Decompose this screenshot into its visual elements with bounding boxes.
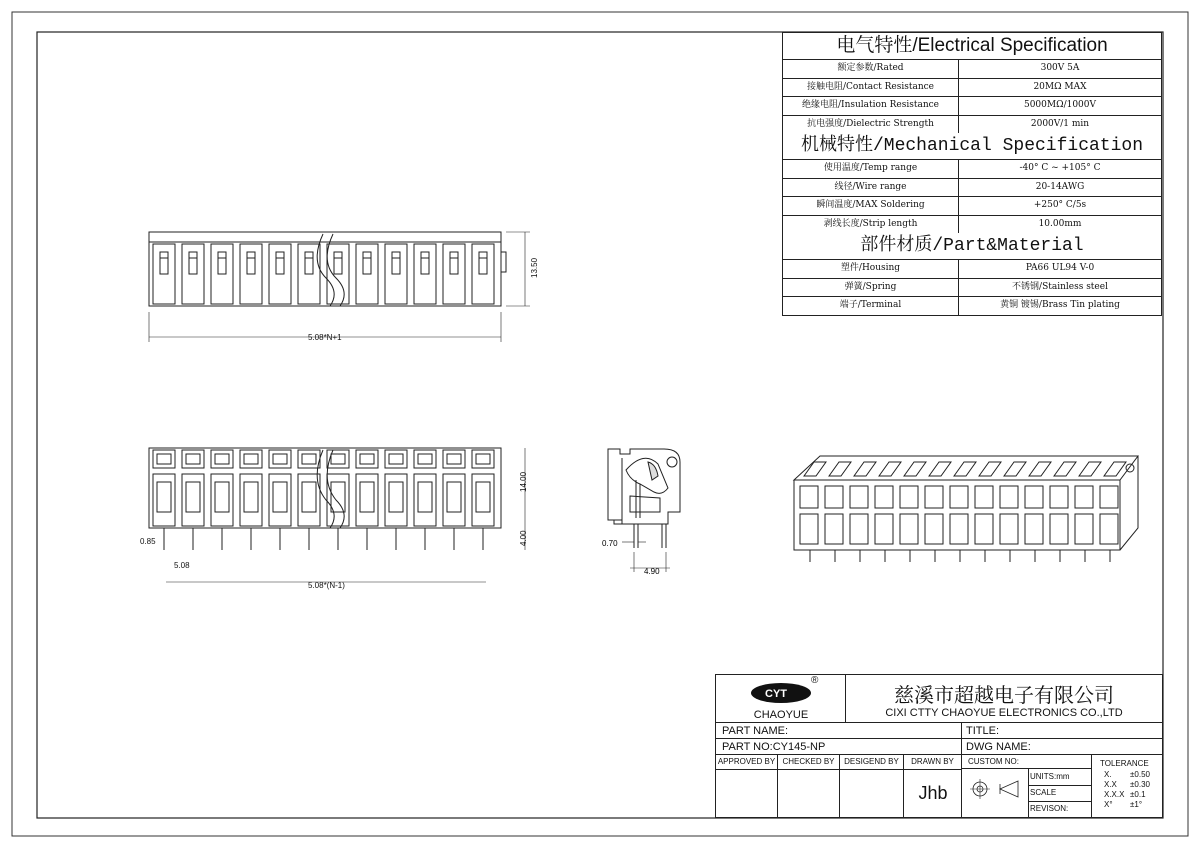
top-view-slot [479,252,487,274]
custom-no-label: CUSTOM NO: [962,755,1092,769]
top-view-slot [363,252,371,274]
top-view-slot [276,252,284,274]
material-spec-title: 部件材质/Part&Material [783,233,1161,260]
checked-by-label: CHECKED BY [778,755,840,817]
front-view-top-cell [443,450,465,468]
material-value: 不锈钢/Stainless steel [1012,281,1108,292]
dim-front-height: 14.00 [519,471,528,492]
tolerance-key: X.X [1104,780,1117,789]
front-view-top-window [360,454,374,464]
front-view-top-window [244,454,258,464]
units-divider-1 [1028,785,1092,786]
mechanical-value: -40° C ~ +105° C [1019,163,1101,173]
material-row [783,297,1161,315]
front-view-top-cell [327,450,349,468]
top-view-break [317,234,344,306]
dim-side-offset: 4.90 [644,567,660,576]
iso-upper-cell [1000,486,1018,508]
company-logo-area [716,675,846,723]
signature-divider [716,769,962,770]
dim-top-height: 13.50 [530,257,539,278]
iso-top-window [804,462,826,476]
front-view-wire-hole [418,482,432,512]
iso-lower-cell [1100,514,1118,544]
dwg-name-label: DWG NAME: [962,739,1162,755]
front-view-wire-hole [273,482,287,512]
tolerance-title: TOLERANCE [1100,759,1149,768]
iso-top-window [1029,462,1051,476]
material-row [783,260,1161,279]
electrical-value: 300V 5A [1040,63,1080,73]
designed-by-label: DESIGEND BY [840,755,904,817]
tolerance-key: X. [1104,770,1112,779]
dim-front-width: 5.08*(N-1) [308,581,345,590]
front-view-wire-hole [302,482,316,512]
tolerance-row [1104,790,1160,800]
front-view-wire-hole [447,482,461,512]
title-label: TITLE: [962,723,1162,739]
top-view-drawing [140,222,560,352]
revision-label: REVISON: [1030,804,1069,813]
tolerance-value: ±0.30 [1130,780,1150,789]
iso-top-window [829,462,851,476]
part-name-label: PART NAME: [716,723,962,739]
front-view-wire-hole [331,482,345,512]
scale-label: SCALE [1030,788,1057,797]
front-view-top-window [447,454,461,464]
mechanical-row [783,216,1161,234]
electrical-key: 额定参数/Rated [783,60,959,78]
electrical-row [783,116,1161,134]
tolerance-key: X° [1104,800,1113,809]
iso-side-face [1120,456,1138,550]
top-view-tab [501,252,506,272]
side-view-drawing [600,440,700,580]
top-view-slot [392,252,400,274]
front-view-top-window [476,454,490,464]
iso-top-window [1004,462,1026,476]
electrical-spec-title: 电气特性/Electrical Specification [783,33,1161,60]
top-view-slot [247,252,255,274]
company-logo-icon [716,675,846,709]
front-view-wire-hole [389,482,403,512]
material-key: 塑件/Housing [783,260,959,278]
front-view-top-cell [298,450,320,468]
iso-upper-cell [1075,486,1093,508]
front-view-top-cell [385,450,407,468]
front-view-top-cell [211,450,233,468]
mechanical-value: 10.00mm [1038,218,1082,229]
mechanical-row [783,197,1161,216]
electrical-row [783,79,1161,98]
iso-top-window [929,462,951,476]
iso-upper-cell [900,486,918,508]
mechanical-key: 瞬间温度/MAX Soldering [783,197,959,215]
drawn-by-label: DRAWN BY [904,755,962,817]
material-key: 弹簧/Spring [783,279,959,297]
top-view-slot [421,252,429,274]
registered-mark: ® [811,675,819,686]
front-view-wire-hole [157,482,171,512]
iso-top-window [1054,462,1076,476]
dim-pin-length: 4.00 [519,530,528,546]
front-view-drawing [130,440,550,600]
top-view-slot [305,252,313,274]
iso-lower-cell [800,514,818,544]
mechanical-value: 20-14AWG [1035,181,1085,192]
mechanical-value: +250° C/5s [1033,200,1087,210]
iso-top-window [954,462,976,476]
iso-upper-cell [1025,486,1043,508]
electrical-key: 接触电阻/Contact Resistance [783,79,959,97]
front-view-top-window [389,454,403,464]
iso-upper-cell [975,486,993,508]
top-view-slot [218,252,226,274]
front-view-wire-hole [186,482,200,512]
front-view-top-cell [472,450,494,468]
units-label: UNITS:mm [1030,772,1070,781]
company-name-en: CIXI CTTY CHAOYUE ELECTRONICS CO.,LTD [885,707,1123,719]
front-view-top-cell [240,450,262,468]
mechanical-key: 线径/Wire range [783,179,959,197]
iso-top-window [979,462,1001,476]
iso-lower-cell [1025,514,1043,544]
front-view-body [149,448,501,528]
front-view-top-window [186,454,200,464]
iso-upper-cell [875,486,893,508]
top-view-body [149,232,501,306]
front-view-wire-hole [476,482,490,512]
iso-lower-cell [1000,514,1018,544]
iso-upper-cell [800,486,818,508]
iso-lower-cell [950,514,968,544]
iso-lower-cell [875,514,893,544]
tolerance-value: ±0.50 [1130,770,1150,779]
mechanical-spec-title: 机械特性/Mechanical Specification [783,133,1161,160]
part-no-label: PART NO:CY145-NP [716,739,962,755]
mechanical-row [783,179,1161,198]
front-view-top-window [331,454,345,464]
svg-text:CYT: CYT [765,688,787,700]
iso-top-window [854,462,876,476]
iso-lower-cell [825,514,843,544]
front-view-top-cell [414,450,436,468]
tolerance-list [1104,770,1160,810]
top-view-slot [189,252,197,274]
front-view-top-cell [153,450,175,468]
iso-upper-cell [850,486,868,508]
iso-top-window [1104,462,1126,476]
dim-pin-width: 0.85 [140,537,156,546]
iso-lower-cell [975,514,993,544]
tolerance-row [1104,780,1160,790]
tolerance-row [1104,800,1160,810]
top-view-slot [334,252,342,274]
approved-by-label: APPROVED BY [716,755,778,817]
tolerance-value: ±0.1 [1130,790,1146,799]
electrical-row [783,60,1161,79]
projection-symbol-icon [968,775,1028,805]
iso-side-hole [1126,464,1134,472]
material-key: 端子/Terminal [783,297,959,315]
title-block [715,674,1163,818]
electrical-value: 20MΩ MAX [1033,81,1087,92]
units-divider-2 [1028,801,1092,802]
company-name-area [846,675,1162,723]
material-value: 黄铜 镀锡/Brass Tin plating [1000,300,1120,310]
electrical-value: 2000V/1 min [1030,118,1090,129]
front-view-top-cell [356,450,378,468]
dim-top-width: 5.08*N+1 [308,333,342,342]
iso-upper-cell [1050,486,1068,508]
drawn-by-value: Jhb [918,783,948,803]
material-row [783,279,1161,298]
mechanical-key: 剥线长度/Strip length [783,216,959,234]
electrical-value: 5000MΩ/1000V [1023,100,1097,110]
company-name-cn: 慈溪市超越电子有限公司 [894,683,1114,707]
front-view-top-window [418,454,432,464]
iso-lower-cell [1050,514,1068,544]
tolerance-value: ±1° [1130,800,1143,809]
iso-lower-cell [850,514,868,544]
material-value: PA66 UL94 V-0 [1025,263,1095,273]
front-view-wire-hole [360,482,374,512]
front-view-top-window [215,454,229,464]
isometric-view-drawing [780,440,1160,590]
tolerance-row [1104,770,1160,780]
front-view-top-window [273,454,287,464]
iso-upper-cell [825,486,843,508]
front-view-top-window [157,454,171,464]
logo-text: CHAOYUE [753,709,809,721]
iso-upper-cell [925,486,943,508]
electrical-row [783,97,1161,116]
iso-top-window [1079,462,1101,476]
front-view-wire-hole [215,482,229,512]
front-view-wire-hole [244,482,258,512]
dim-side-pin: 0.70 [602,539,618,548]
mechanical-row [783,160,1161,179]
front-view-top-cell [182,450,204,468]
front-view-top-window [302,454,316,464]
tolerance-key: X.X.X [1104,790,1125,799]
iso-top-window [904,462,926,476]
top-view-slot [160,252,168,274]
top-view-slot [450,252,458,274]
dim-pitch: 5.08 [174,561,190,570]
front-view-top-cell [269,450,291,468]
mechanical-key: 使用温度/Temp range [783,160,959,178]
electrical-key: 抗电强度/Dielectric Strength [783,116,959,134]
iso-lower-cell [925,514,943,544]
specification-table [782,32,1162,316]
iso-lower-cell [1075,514,1093,544]
electrical-key: 绝缘电阻/Insulation Resistance [783,97,959,115]
iso-lower-cell [900,514,918,544]
iso-upper-cell [950,486,968,508]
iso-top-window [879,462,901,476]
iso-upper-cell [1100,486,1118,508]
